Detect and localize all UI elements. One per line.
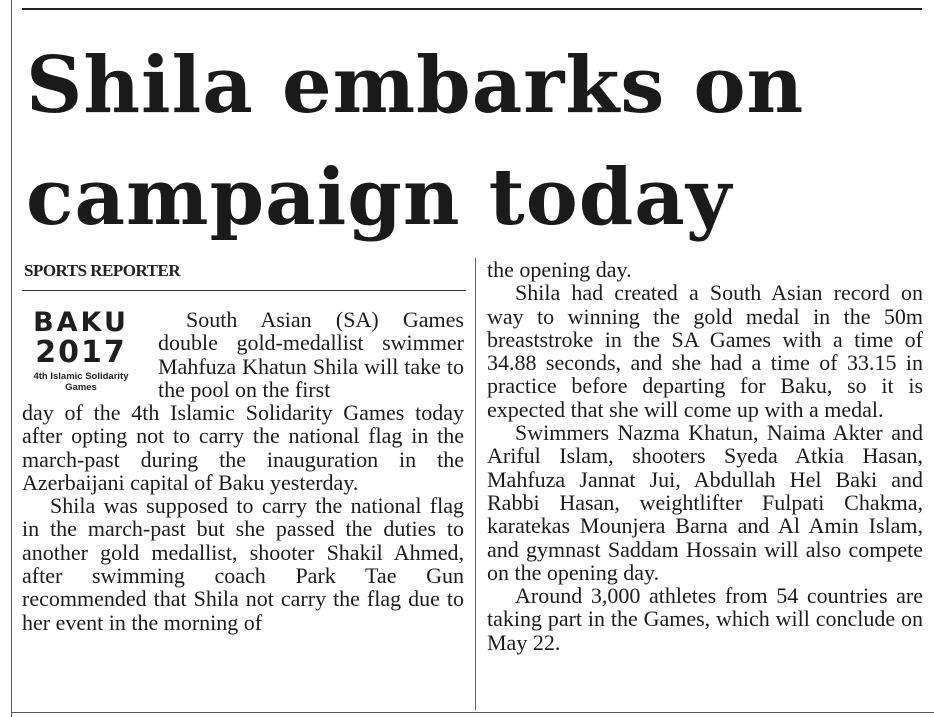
left-column: [22, 401, 464, 634]
paragraph-1-rest: day of the 4th Islamic Solidarity Games today after opting not to carry the national flag in the march-past during the inauguration in the Azerbaijani capital of Baku yesterday.: [22, 400, 464, 495]
paragraph-2-continued: the opening day.: [487, 257, 632, 282]
byline-rule: [22, 290, 466, 291]
top-border-rule: [22, 8, 922, 10]
paragraph-3: Shila had created a South Asian record on way to winning the gold medal in the 50m breaststroke in the SA Games with a time of 34.88 seconds, and she had a time of 33.15 in practice before departing for Baku, so it is expected that she will come up with a medal.: [487, 280, 923, 422]
left-border-rule: [11, 0, 12, 717]
paragraph-1-lead: South Asian (SA) Games double gold-medallist swimmer Mahfuza Khatun Shila will take to the pool on the first: [158, 307, 464, 402]
byline: SPORTS REPORTER: [24, 261, 181, 280]
logo-year: 2017: [35, 335, 127, 370]
baku-2017-logo: [22, 308, 140, 410]
headline: Shila embarks on campaign today: [26, 40, 805, 243]
paragraph-5: Around 3,000 athletes from 54 countries are taking part in the Games, which will conclude on May 22.: [487, 583, 923, 655]
logo-word: BAKU: [33, 307, 129, 338]
body-text-wrap-around-logo: [158, 308, 464, 401]
paragraph-4: Swimmers Nazma Khatun, Naima Akter and Ariful Islam, shooters Syeda Atkia Hasan, Mahfuza Jannat Jui, Abdullah Hel Baki and Rabbi Hasan, weightlifter Fulpati Chakma, karatekas Mounjera Barna and Al Amin Islam, and gymnast Saddam Hossain will also compete on the opening day.: [487, 420, 923, 585]
right-column: [487, 258, 923, 654]
bottom-border-rule: [11, 712, 934, 713]
column-divider: [475, 258, 476, 710]
logo-caption: 4th Islamic Solidarity Games: [33, 371, 129, 393]
paragraph-2: Shila was supposed to carry the national flag in the march-past but she passed the duties to another gold medallist, shooter Shakil Ahmed, after swimming coach Park Tae Gun recommended that Shila not carry the flag due to her event in the morning of: [22, 493, 464, 635]
